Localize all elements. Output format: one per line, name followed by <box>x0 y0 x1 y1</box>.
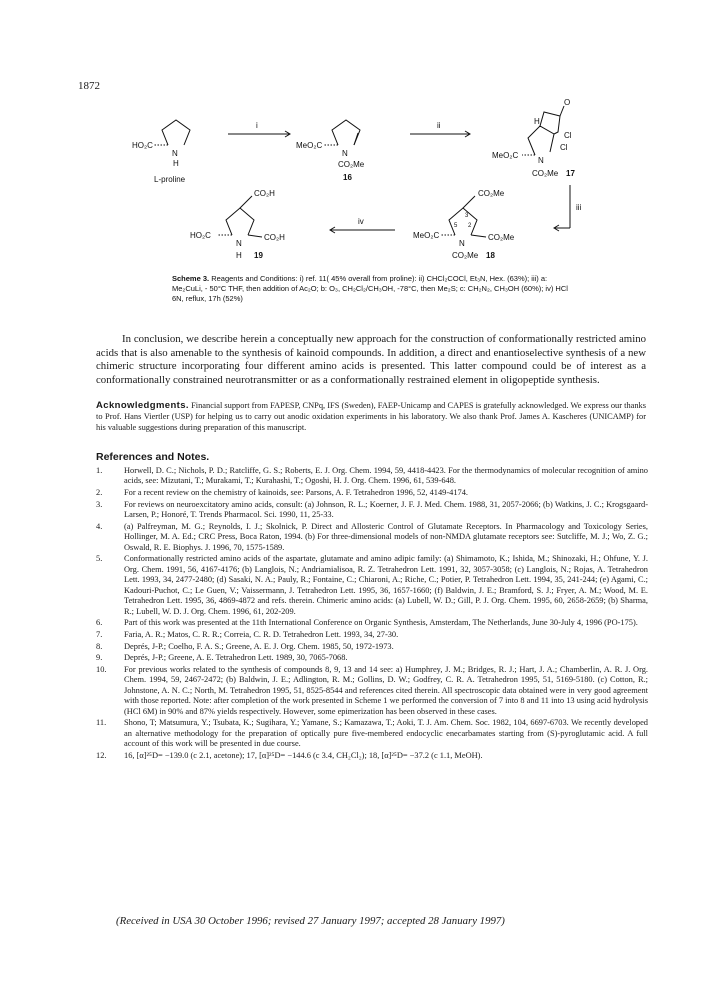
reference-item <box>96 466 648 487</box>
reference-item <box>96 653 648 663</box>
received-dates: (Received in USA 30 October 1996; revised 27 January 1997; accepted 28 January 1997) <box>116 915 505 927</box>
c18-position-5: 5 <box>454 223 458 229</box>
c17-h-label: H <box>534 117 540 126</box>
reference-number: 4. <box>96 521 103 531</box>
step-i-label: i <box>256 121 258 130</box>
reference-item <box>96 522 648 553</box>
c17-cl1-label: Cl <box>564 131 572 140</box>
c17-number: 17 <box>566 169 575 178</box>
c18-bottom-label: CO₂Me <box>452 251 479 260</box>
reference-text: Deprés, J-P.; Coelho, F. A. S.; Greene, A. E. J. Org. Chem. 1985, 50, 1972-1973. <box>124 641 394 651</box>
reference-number: 5. <box>96 554 103 564</box>
scheme-structures <box>132 98 610 270</box>
c16-n-label: N <box>342 149 348 158</box>
reference-text: (a) Palfreyman, M. G.; Reynolds, I. J.; Skolnick, P. Direct and Allosteric Control of Glutamate Receptors. In Pharmacology and Toxicology Series, Hollinger, M. A. Ed.; CRC Press, Boca Raton, 1994. (b) For three-dimensional models of non-NMDA glutamate receptors see: Sutcliffe, M. J.; Wo, Z. G.; Oswald, R. E. Biophys. J. 1996, 70, 1575-1589. <box>124 521 648 552</box>
reaction-scheme <box>132 98 610 270</box>
ring-16 <box>332 120 360 145</box>
scheme-caption-text: Reagents and Conditions: i) ref. 11( 45% overall from proline): ii) CHCl₂COCl, Et₃N, Hex. (63%); iii) a: Me₂CuLi, - 50°C THF, then addition of Ac₂O; b: O₃, CH₂Cl₂/CH₃OH, -78°C, then Me₂S; c: CH₂N₂, CH₃OH (60%); iv) HCl 6N, reflux, 17h (52%) <box>172 274 568 303</box>
reference-item <box>96 488 648 498</box>
acknowledgments <box>96 400 646 433</box>
reference-text: For a recent review on the chemistry of kainoids, see: Parsons, A. F. Tetrahedron 1996, 52, 4149-4174. <box>124 488 468 498</box>
step-iii-label: iii <box>576 203 582 212</box>
conclusion-paragraph <box>96 333 646 387</box>
c19-right-label: CO₂H <box>264 233 285 242</box>
acknowledgments-heading: Acknowledgments. <box>96 400 189 411</box>
c18-top-label: CO₂Me <box>478 189 505 198</box>
c18-position-3: 3 <box>465 213 469 219</box>
c18-number: 18 <box>486 251 495 260</box>
ring-17 <box>528 126 554 155</box>
reference-text: Faria, A. R.; Matos, C. R. R.; Correia, C. R. D. Tetrahedron Lett. 1993, 34, 27-30. <box>124 629 399 639</box>
proline-ring <box>162 120 190 145</box>
step-ii-label: ii <box>437 121 441 130</box>
c16-ester-label: MeO₂C <box>296 141 323 150</box>
c17-o-label: O <box>564 98 571 107</box>
reference-text: Shono, T; Matsumura, Y.; Tsubata, K.; Sugihara, Y.; Yamane, S.; Kamazawa, T.; Aoki, T. J. Am. Chem. Soc. 1982, 104, 6697-6703. We recently developed an alternative methodology for the preparation of optically pure five-membered endocyclic enecarbamates starting from (S)-pyroglutamic acid. A full account of this work will be presented in due course. <box>124 718 648 749</box>
reference-item <box>96 751 648 761</box>
c18-n-label: N <box>459 239 465 248</box>
c18-ester-label: MeO₂C <box>413 231 440 240</box>
proline-acid-label: HO₂C <box>132 141 153 150</box>
reference-item <box>96 554 648 617</box>
c17-n-label: N <box>538 156 544 165</box>
scheme-caption-title: Scheme 3. <box>172 274 210 283</box>
reference-text: 16, [α]²⁵D= −139.0 (c 2.1, acetone); 17, [α]²⁵D= −144.6 (c 3.4, CH₂Cl₂); 18, [α]²⁵D= −37.2 (c 1.1, MeOH). <box>124 750 483 760</box>
conclusion-text: In conclusion, we describe herein a conceptually new approach for the construction of conformationally restricted amino acids that is also amenable to the synthesis of kainoid compounds. In addition, a direct and enantioselective synthesis of a new chimeric structure incorporating four different amino acids is presented. This latter compound could be of interest as a conformationally constrained neurotransmitter or as a conformationally restrained element in oligopeptide synthesis. <box>96 333 646 386</box>
c16-co2me-label: CO₂Me <box>338 160 365 169</box>
proline-h-label: H <box>173 159 179 168</box>
c19-n-label: N <box>236 239 242 248</box>
c16-number: 16 <box>343 173 352 182</box>
ring-19 <box>226 208 254 235</box>
reference-number: 10. <box>96 664 107 674</box>
proline-name: L-proline <box>154 175 186 184</box>
references-heading: References and Notes. <box>96 451 210 463</box>
reference-item <box>96 618 648 628</box>
reference-number: 8. <box>96 641 103 651</box>
c19-h-label: H <box>236 251 242 260</box>
reference-text: Deprés, J-P.; Greene, A. E. Tetrahedron Lett. 1989, 30, 7065-7068. <box>124 653 348 663</box>
c19-number: 19 <box>254 251 263 260</box>
c19-acid-label: HO₂C <box>190 231 211 240</box>
c17-ester-label: MeO₂C <box>492 151 519 160</box>
c18-right-label: CO₂Me <box>488 233 515 242</box>
proline-n-label: N <box>172 149 178 158</box>
reference-number: 7. <box>96 629 103 639</box>
reference-number: 9. <box>96 653 103 663</box>
reference-text: Part of this work was presented at the 11th International Conference on Organic Synthesis, Amsterdam, The Netherlands, June 30-July 4, 1996 (PO-175). <box>124 618 638 628</box>
reference-text: For reviews on neuroexcitatory amino acids, consult: (a) Johnson, R. L.; Koerner, J. F. J. Med. Chem. 1988, 31, 2057-2066; (b) Watkins, J. C.; Krogsgaard-Larsen, P.; Honoré, T. Trends Pharmacol. Sci. 1990, 11, 25-33. <box>124 499 648 520</box>
reference-item <box>96 718 648 749</box>
scheme-caption <box>172 274 572 304</box>
reference-item <box>96 630 648 640</box>
reference-text: Horwell, D. C.; Nichols, P. D.; Ratcliffe, G. S.; Roberts, E. J. Org. Chem. 1994, 59, 4418-4423. For the thermodynamics of molecular recognition of amino acids, see: Mizutani, T.; Murakami, T.; Kurahashi, T.; Ogoshi, H. J. Org. Chem. 1996, 61, 539-648. <box>124 466 648 486</box>
reference-number: 3. <box>96 499 103 509</box>
ring-18 <box>449 208 477 235</box>
reference-text: Conformationally restricted amino acids of the aspartate, glutamate and amino adipic family: (a) Shimamoto, K.; Ishida, M.; Shinozaki, H.; Ohfune, Y. J. Org. Chem. 1991, 56, 4167-4176; (b) Langlois, N.; Andriamialisoa, R. Z. Tetrahedron Lett. 1991, 32, 3057-3058; (c) Langlois, N.; Rojas, A. Tetrahedron Lett. 1993, 34, 2477-2480; (d) Sasaki, N. A.; Pauly, R.; Fontaine, C.; Chiaroni, A.; Riche, C.; Potier, P. Tetrahedron Lett. 1994, 35, 241-244; (e) Agami, C.; Kadouri-Puchot, C.; Le Guen, V.; Vaissermann, J. Tetrahedron Lett. 1995, 36, 1657-1660; (f) Baldwin, J. E.; Bramford, S. J.; Fryer, A. M.; Wood, M. E. Tetrahedron Lett. 1995, 36, 4869-4872 and refs. therein. Chimeric amino acids: (a) Lubell, W. D.; Gill, P. J. Org. Chem. 1995, 60, 2658-2659; (b) Sharma, R.; Lubell, W. D. J. Org. Chem. 1996, 61, 202-209. <box>124 554 648 616</box>
reference-number: 12. <box>96 750 107 760</box>
references-list <box>96 466 648 762</box>
c18-position-2: 2 <box>468 223 472 229</box>
page-number: 1872 <box>78 80 100 92</box>
acknowledgments-text: Financial support from FAPESP, CNPq, IFS (Sweden), FAEP-Unicamp and CAPES is gratefully acknowledged. We express our thanks to Prof. Hans Viertler (USP) for helping us to carry out anodic oxidation experiments in his laboratory. We also thank Prof. James A. Kascheres (UNICAMP) for his valuable suggestions during preparation of this manuscript. <box>96 401 647 432</box>
step-iv-label: iv <box>358 217 364 226</box>
reference-item <box>96 500 648 521</box>
reference-item <box>96 642 648 652</box>
reference-item <box>96 665 648 717</box>
reference-number: 6. <box>96 618 103 628</box>
reference-number: 2. <box>96 488 103 498</box>
c17-co2me-label: CO₂Me <box>532 169 559 178</box>
c17-cl2-label: Cl <box>560 143 568 152</box>
reference-text: For previous works related to the synthesis of compounds 8, 9, 13 and 14 see: a) Humphrey, J. M.; Bridges, R. J.; Hart, J. A.; Chamberlin, A. R. J. Org. Chem. 1994, 59, 2467-2472; (b) Baldwin, J. E.; Adlington, R. M.; Gollins, D. W.; Godfrey, C. R. A. Tetrahedron 1995, 51, 5169-5180. (c) Cotton, R.; Johnstone, A. N. C.; North, M. Tetrahedron 1995, 51, 8525-8544 and references cited therein. All spectroscopic data obtained were in very good agreement with those reported. Note: after completion of the work presented in Scheme 1 we performed the conversion of 7 into 8 and 11 into 13 using acid hydrolysis (HCl 6M) in 90% and 87% yields respectively. However, some epimerization has been observed in these cases. <box>124 664 648 716</box>
c19-top-label: CO₂H <box>254 189 275 198</box>
reference-number: 11. <box>96 718 107 728</box>
reference-number: 1. <box>96 466 103 475</box>
